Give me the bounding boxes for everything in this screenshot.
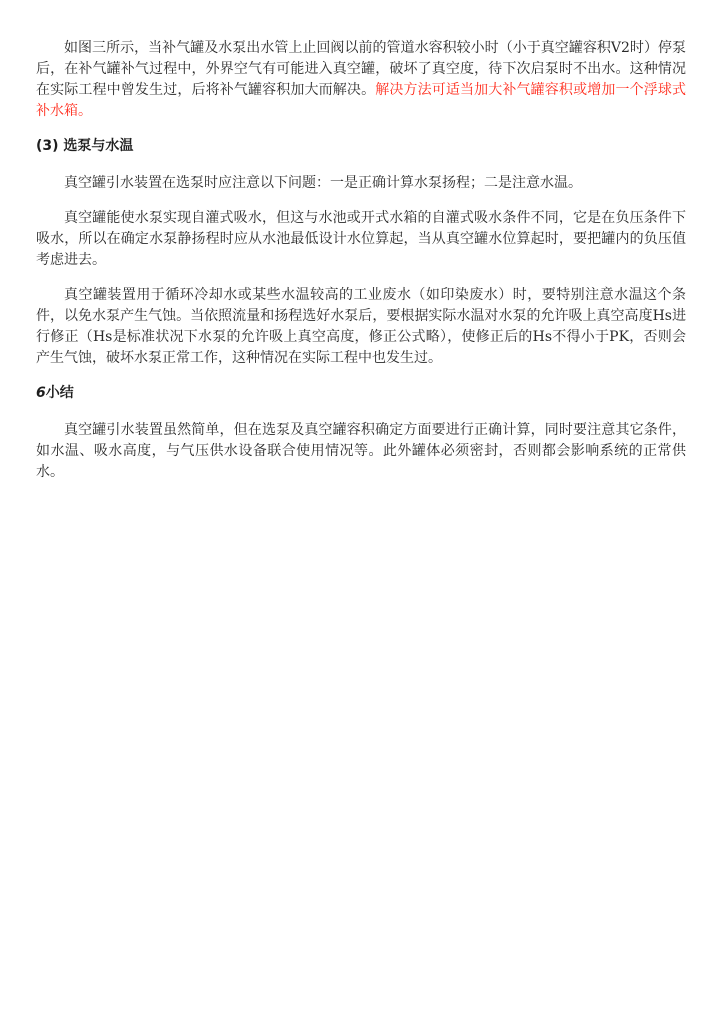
paragraph-summary: 真空罐引水装置虽然简单，但在选泵及真空罐容积确定方面要进行正确计算，同时要注意其它条件，如水温、吸水高度，与气压供水设备联合使用情况等。此外罐体必须密封，否则都会影响系统的正常供水。	[36, 422, 686, 480]
paragraph-negative-pressure: 真空罐能使水泵实现自灌式吸水，但这与水池或开式水箱的自灌式吸水条件不同，它是在负压条件下吸水，所以在确定水泵静扬程时应从水池最低设计水位算起，当从真空罐水位算起时，要把罐内的负压值考虑进去。	[36, 210, 686, 268]
paragraph-selection-issues: 真空罐引水装置在选泵时应注意以下问题：一是正确计算水泵扬程；二是注意水温。	[64, 175, 582, 191]
section-title: 选泵与水温	[63, 138, 134, 154]
section-number: (3)	[36, 138, 59, 154]
paragraph-pump-check-valve	[36, 38, 686, 122]
document-body	[36, 38, 686, 483]
section-title: 小结	[45, 385, 74, 401]
highlighted-solution-text: 解决方法可适当加大补气罐容积或增加一个浮球式补水箱。	[36, 82, 687, 119]
paragraph-water-temperature: 真空罐装置用于循环冷却水或某些水温较高的工业废水（如印染废水）时，要特别注意水温这个条件，以免水泵产生气蚀。当依照流量和扬程选好水泵后，要根据实际水温对水泵的允许吸上真空高度Hs进行修正（Hs是标准状况下水泵的允许吸上真空高度，修正公式略），使修正后的Hs不得小于PK，否则会产生气蚀，破坏水泵正常工作，这种情况在实际工程中也发生过。	[36, 287, 686, 366]
section-heading-pump-selection	[36, 136, 686, 157]
paragraph-text: 如图三所示，当补气罐及水泵出水管上止回阀以前的管道水容积较小时（小于真空罐容积V2时）停泵后，在补气罐补气过程中，外界空气有可能进入真空罐，破坏了真空度，待下次启泵时不出水。这种情况在实际工程中曾发生过，后将补气罐容积加大而解决。	[36, 40, 686, 98]
section-number: 6	[36, 385, 46, 401]
section-heading-summary	[36, 383, 686, 404]
